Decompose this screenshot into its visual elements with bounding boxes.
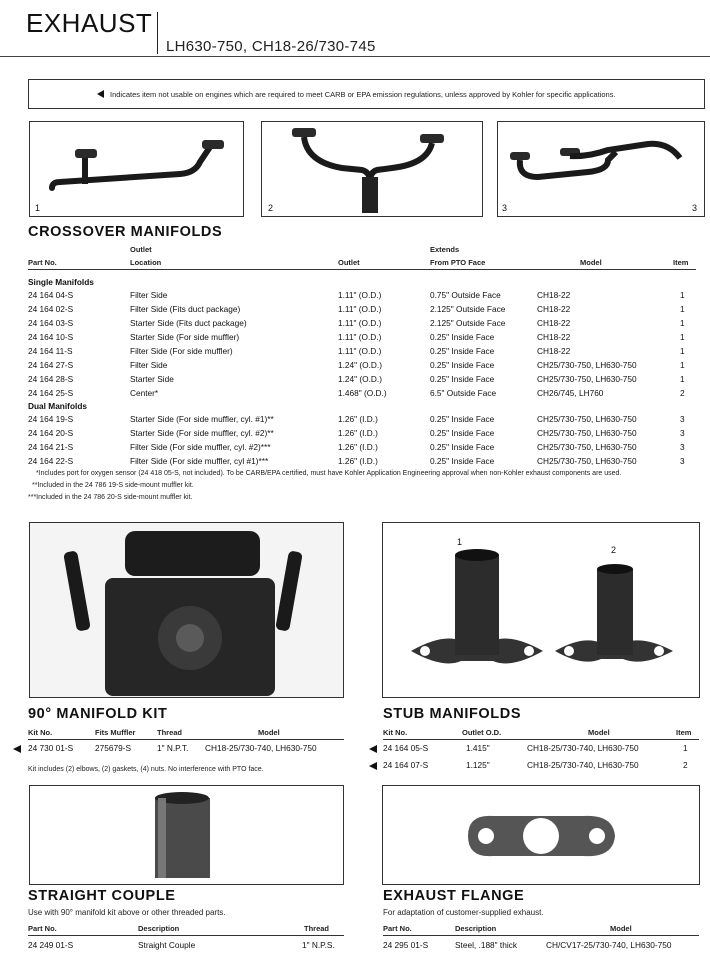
col-outlet-location-1: Outlet	[130, 245, 152, 254]
flange-model: CH/CV17-25/730-740, LH630-750	[546, 940, 672, 950]
col-outlet-location-2: Location	[130, 258, 162, 267]
kit90-col-fits: Fits Muffler	[95, 728, 136, 737]
cell-item: 3	[680, 442, 685, 452]
col-extends-1: Extends	[430, 245, 460, 254]
cell-outlet-location: Filter Side	[130, 360, 168, 370]
stub-label-1: 1	[457, 537, 463, 547]
cell-outlet: 1.468" (O.D.)	[338, 388, 387, 398]
cell-model: CH25/730-750, LH630-750	[537, 456, 637, 466]
page-title: EXHAUST	[26, 8, 153, 38]
kit90-thread: 1" N.P.T.	[157, 743, 189, 753]
stub-label-2: 2	[611, 545, 617, 555]
stub-row1-model: CH18-25/730-740, LH630-750	[527, 743, 639, 753]
couple-col-thread: Thread	[304, 924, 330, 933]
cell-extends: 0.25" Inside Face	[430, 442, 495, 452]
flange-header-rule	[383, 935, 699, 936]
cell-part-no: 24 164 19-S	[28, 414, 74, 424]
photo-label-2: 2	[268, 203, 274, 213]
manifold-2-image	[262, 122, 483, 217]
cell-extends: 0.25" Inside Face	[430, 456, 495, 466]
title-divider	[157, 12, 158, 54]
kit90-col-thread: Thread	[157, 728, 183, 737]
photo-manifold-1	[29, 121, 244, 217]
couple-subtitle: Use with 90° manifold kit above or other threaded parts.	[28, 908, 226, 917]
cell-outlet: 1.11" (O.D.)	[338, 332, 382, 342]
cell-extends: 0.25" Inside Face	[430, 374, 495, 384]
cell-outlet: 1.24" (O.D.)	[338, 374, 382, 384]
stub-row2-kit: 24 164 07-S	[383, 760, 429, 770]
not-usable-marker-icon	[369, 762, 377, 770]
cell-outlet-location: Filter Side (For side muffler, cyl #1)***	[130, 456, 269, 466]
stub-title: STUB MANIFOLDS	[383, 706, 522, 722]
cell-part-no: 24 164 03-S	[28, 318, 74, 328]
cell-part-no: 24 164 28-S	[28, 374, 74, 384]
cell-item: 3	[680, 414, 685, 424]
kit90-kit-no: 24 730 01-S	[28, 743, 74, 753]
engine-image	[30, 523, 344, 698]
col-part-no: Part No.	[28, 258, 57, 267]
cell-model: CH25/730-750, LH630-750	[537, 414, 637, 424]
cell-model: CH25/730-750, LH630-750	[537, 428, 637, 438]
cell-extends: 2.125" Outside Face	[430, 318, 506, 328]
not-usable-marker-icon	[13, 745, 21, 753]
cell-part-no: 24 164 25-S	[28, 388, 74, 398]
cell-part-no: 24 164 11-S	[28, 346, 73, 356]
page-subtitle: LH630-750, CH18-26/730-745	[166, 38, 376, 55]
cell-item: 1	[680, 290, 685, 300]
cell-part-no: 24 164 22-S	[28, 456, 74, 466]
footnote-1: *Includes port for oxygen sensor (24 418 05-S, not included). To be CARB/EPA certified, must have Kohler Application Engineering approval when non-Kohler exhaust components are used.	[36, 470, 622, 477]
cell-item: 1	[680, 304, 685, 314]
cell-extends: 0.75" Outside Face	[430, 290, 501, 300]
stub-row2-item: 2	[683, 760, 688, 770]
manifold-1-image	[30, 122, 244, 217]
cell-item: 1	[680, 332, 685, 342]
cell-model: CH18-22	[537, 304, 571, 314]
cell-outlet-location: Starter Side	[130, 374, 174, 384]
photo-manifold-3	[497, 121, 705, 217]
cell-outlet: 1.11" (O.D.)	[338, 346, 382, 356]
flange-subtitle: For adaptation of customer-supplied exhaust.	[383, 908, 544, 917]
cell-part-no: 24 164 02-S	[28, 304, 74, 314]
not-usable-marker-icon	[369, 745, 377, 753]
cell-outlet: 1.26" (I.D.)	[338, 414, 378, 424]
photo-manifold-2	[261, 121, 483, 217]
cell-part-no: 24 164 04-S	[28, 290, 74, 300]
cell-outlet: 1.26" (I.D.)	[338, 442, 378, 452]
couple-header-rule	[28, 935, 344, 936]
cell-outlet: 1.26" (I.D.)	[338, 428, 378, 438]
couple-col-desc: Description	[138, 924, 180, 933]
stub-row1-kit: 24 164 05-S	[383, 743, 429, 753]
cell-item: 1	[680, 374, 685, 384]
cell-model: CH25/730-750, LH630-750	[537, 442, 637, 452]
cell-outlet-location: Starter Side (For side muffler, cyl. #1)**	[130, 414, 274, 424]
cell-extends: 6.5" Outside Face	[430, 388, 497, 398]
cell-outlet-location: Starter Side (For side muffler)	[130, 332, 240, 342]
cell-extends: 0.25" Inside Face	[430, 414, 495, 424]
cell-model: CH18-22	[537, 332, 571, 342]
cell-extends: 0.25" Inside Face	[430, 428, 495, 438]
stub-image	[383, 523, 700, 698]
kit90-col-kit: Kit No.	[28, 728, 53, 737]
cell-item: 1	[680, 318, 685, 328]
crossover-title: CROSSOVER MANIFOLDS	[28, 224, 223, 240]
cell-model: CH18-22	[537, 290, 571, 300]
photo-label-1: 1	[35, 203, 41, 213]
flange-desc: Steel, .188" thick	[455, 940, 517, 950]
col-outlet: Outlet	[338, 258, 360, 267]
kit90-col-model: Model	[258, 728, 280, 737]
couple-thread: 1" N.P.S.	[302, 940, 335, 950]
cell-model: CH18-22	[537, 346, 571, 356]
cell-item: 1	[680, 346, 685, 356]
photo-engine	[29, 522, 344, 698]
header-rule	[0, 56, 710, 57]
flange-col-model: Model	[610, 924, 632, 933]
flange-title: EXHAUST FLANGE	[383, 888, 525, 904]
kit90-title: 90° MANIFOLD KIT	[28, 706, 168, 722]
cell-part-no: 24 164 21-S	[28, 442, 74, 452]
cell-outlet: 1.11" (O.D.)	[338, 318, 382, 328]
stub-row2-model: CH18-25/730-740, LH630-750	[527, 760, 639, 770]
notice-text: Indicates item not usable on engines which are required to meet CARB or EPA emission regulations, unless approved by Kohler for specific applications.	[110, 90, 616, 99]
photo-flange	[382, 785, 700, 885]
cell-outlet-location: Filter Side (For side muffler)	[130, 346, 233, 356]
stub-col-kit: Kit No.	[383, 728, 408, 737]
photo-stub	[382, 522, 700, 698]
couple-title: STRAIGHT COUPLE	[28, 888, 176, 904]
cell-item: 3	[680, 428, 685, 438]
group-dual: Dual Manifolds	[28, 401, 88, 411]
stub-row2-outlet: 1.125"	[466, 760, 490, 770]
cell-outlet-location: Filter Side (Fits duct package)	[130, 304, 241, 314]
kit90-model: CH18-25/730-740, LH630-750	[205, 743, 317, 753]
flange-part: 24 295 01-S	[383, 940, 429, 950]
cell-part-no: 24 164 20-S	[28, 428, 74, 438]
stub-col-item: Item	[676, 728, 692, 737]
cell-extends: 0.25" Inside Face	[430, 332, 495, 342]
cell-item: 2	[680, 388, 685, 398]
cell-model: CH25/730-750, LH630-750	[537, 374, 637, 384]
cell-extends: 0.25" Inside Face	[430, 360, 495, 370]
stub-col-model: Model	[588, 728, 610, 737]
footnote-2: **Included in the 24 786 19-S side-mount muffler kit.	[32, 482, 194, 489]
col-item: Item	[673, 258, 689, 267]
cell-outlet: 1.24" (O.D.)	[338, 360, 382, 370]
cell-outlet: 1.26" (I.D.)	[338, 456, 378, 466]
cell-part-no: 24 164 27-S	[28, 360, 74, 370]
footnote-3: ***Included in the 24 786 20-S side-mount muffler kit.	[28, 494, 193, 501]
photo-couple	[29, 785, 344, 885]
cell-extends: 0.25" Inside Face	[430, 346, 495, 356]
cell-outlet-location: Starter Side (Fits duct package)	[130, 318, 247, 328]
cell-outlet-location: Filter Side (For side muffler, cyl. #2)***	[130, 442, 271, 452]
not-usable-marker-icon	[97, 90, 104, 98]
col-model: Model	[580, 258, 602, 267]
stub-row1-outlet: 1.415"	[466, 743, 490, 753]
cell-model: CH25/730-750, LH630-750	[537, 360, 637, 370]
cell-extends: 2.125" Outside Face	[430, 304, 506, 314]
kit90-note: Kit includes (2) elbows, (2) gaskets, (4) nuts. No interference with PTO face.	[28, 766, 264, 773]
flange-col-part: Part No.	[383, 924, 412, 933]
cell-outlet-location: Starter Side (For side muffler, cyl. #2)**	[130, 428, 274, 438]
flange-image	[383, 786, 700, 885]
couple-desc: Straight Couple	[138, 940, 196, 950]
photo-label-3: 3	[502, 203, 508, 213]
cell-outlet: 1.11" (O.D.)	[338, 304, 382, 314]
col-extends-2: From PTO Face	[430, 258, 486, 267]
couple-image	[30, 786, 344, 885]
stub-row1-item: 1	[683, 743, 688, 753]
cell-outlet-location: Filter Side	[130, 290, 168, 300]
manifold-3-image	[498, 122, 705, 217]
flange-col-desc: Description	[455, 924, 497, 933]
couple-col-part: Part No.	[28, 924, 57, 933]
cell-model: CH26/745, LH760	[537, 388, 604, 398]
crossover-header-rule	[28, 269, 696, 270]
cell-outlet-location: Center*	[130, 388, 159, 398]
stub-header-rule	[383, 739, 699, 740]
cell-part-no: 24 164 10-S	[28, 332, 74, 342]
kit90-header-rule	[28, 739, 344, 740]
cell-model: CH18-22	[537, 318, 571, 328]
cell-item: 1	[680, 360, 685, 370]
cell-item: 3	[680, 456, 685, 466]
kit90-fits: 275679-S	[95, 743, 131, 753]
couple-part: 24 249 01-S	[28, 940, 74, 950]
cell-outlet: 1.11" (O.D.)	[338, 290, 382, 300]
stub-col-outlet: Outlet O.D.	[462, 728, 502, 737]
photo-label-3b: 3	[692, 203, 698, 213]
group-single: Single Manifolds	[28, 277, 94, 287]
